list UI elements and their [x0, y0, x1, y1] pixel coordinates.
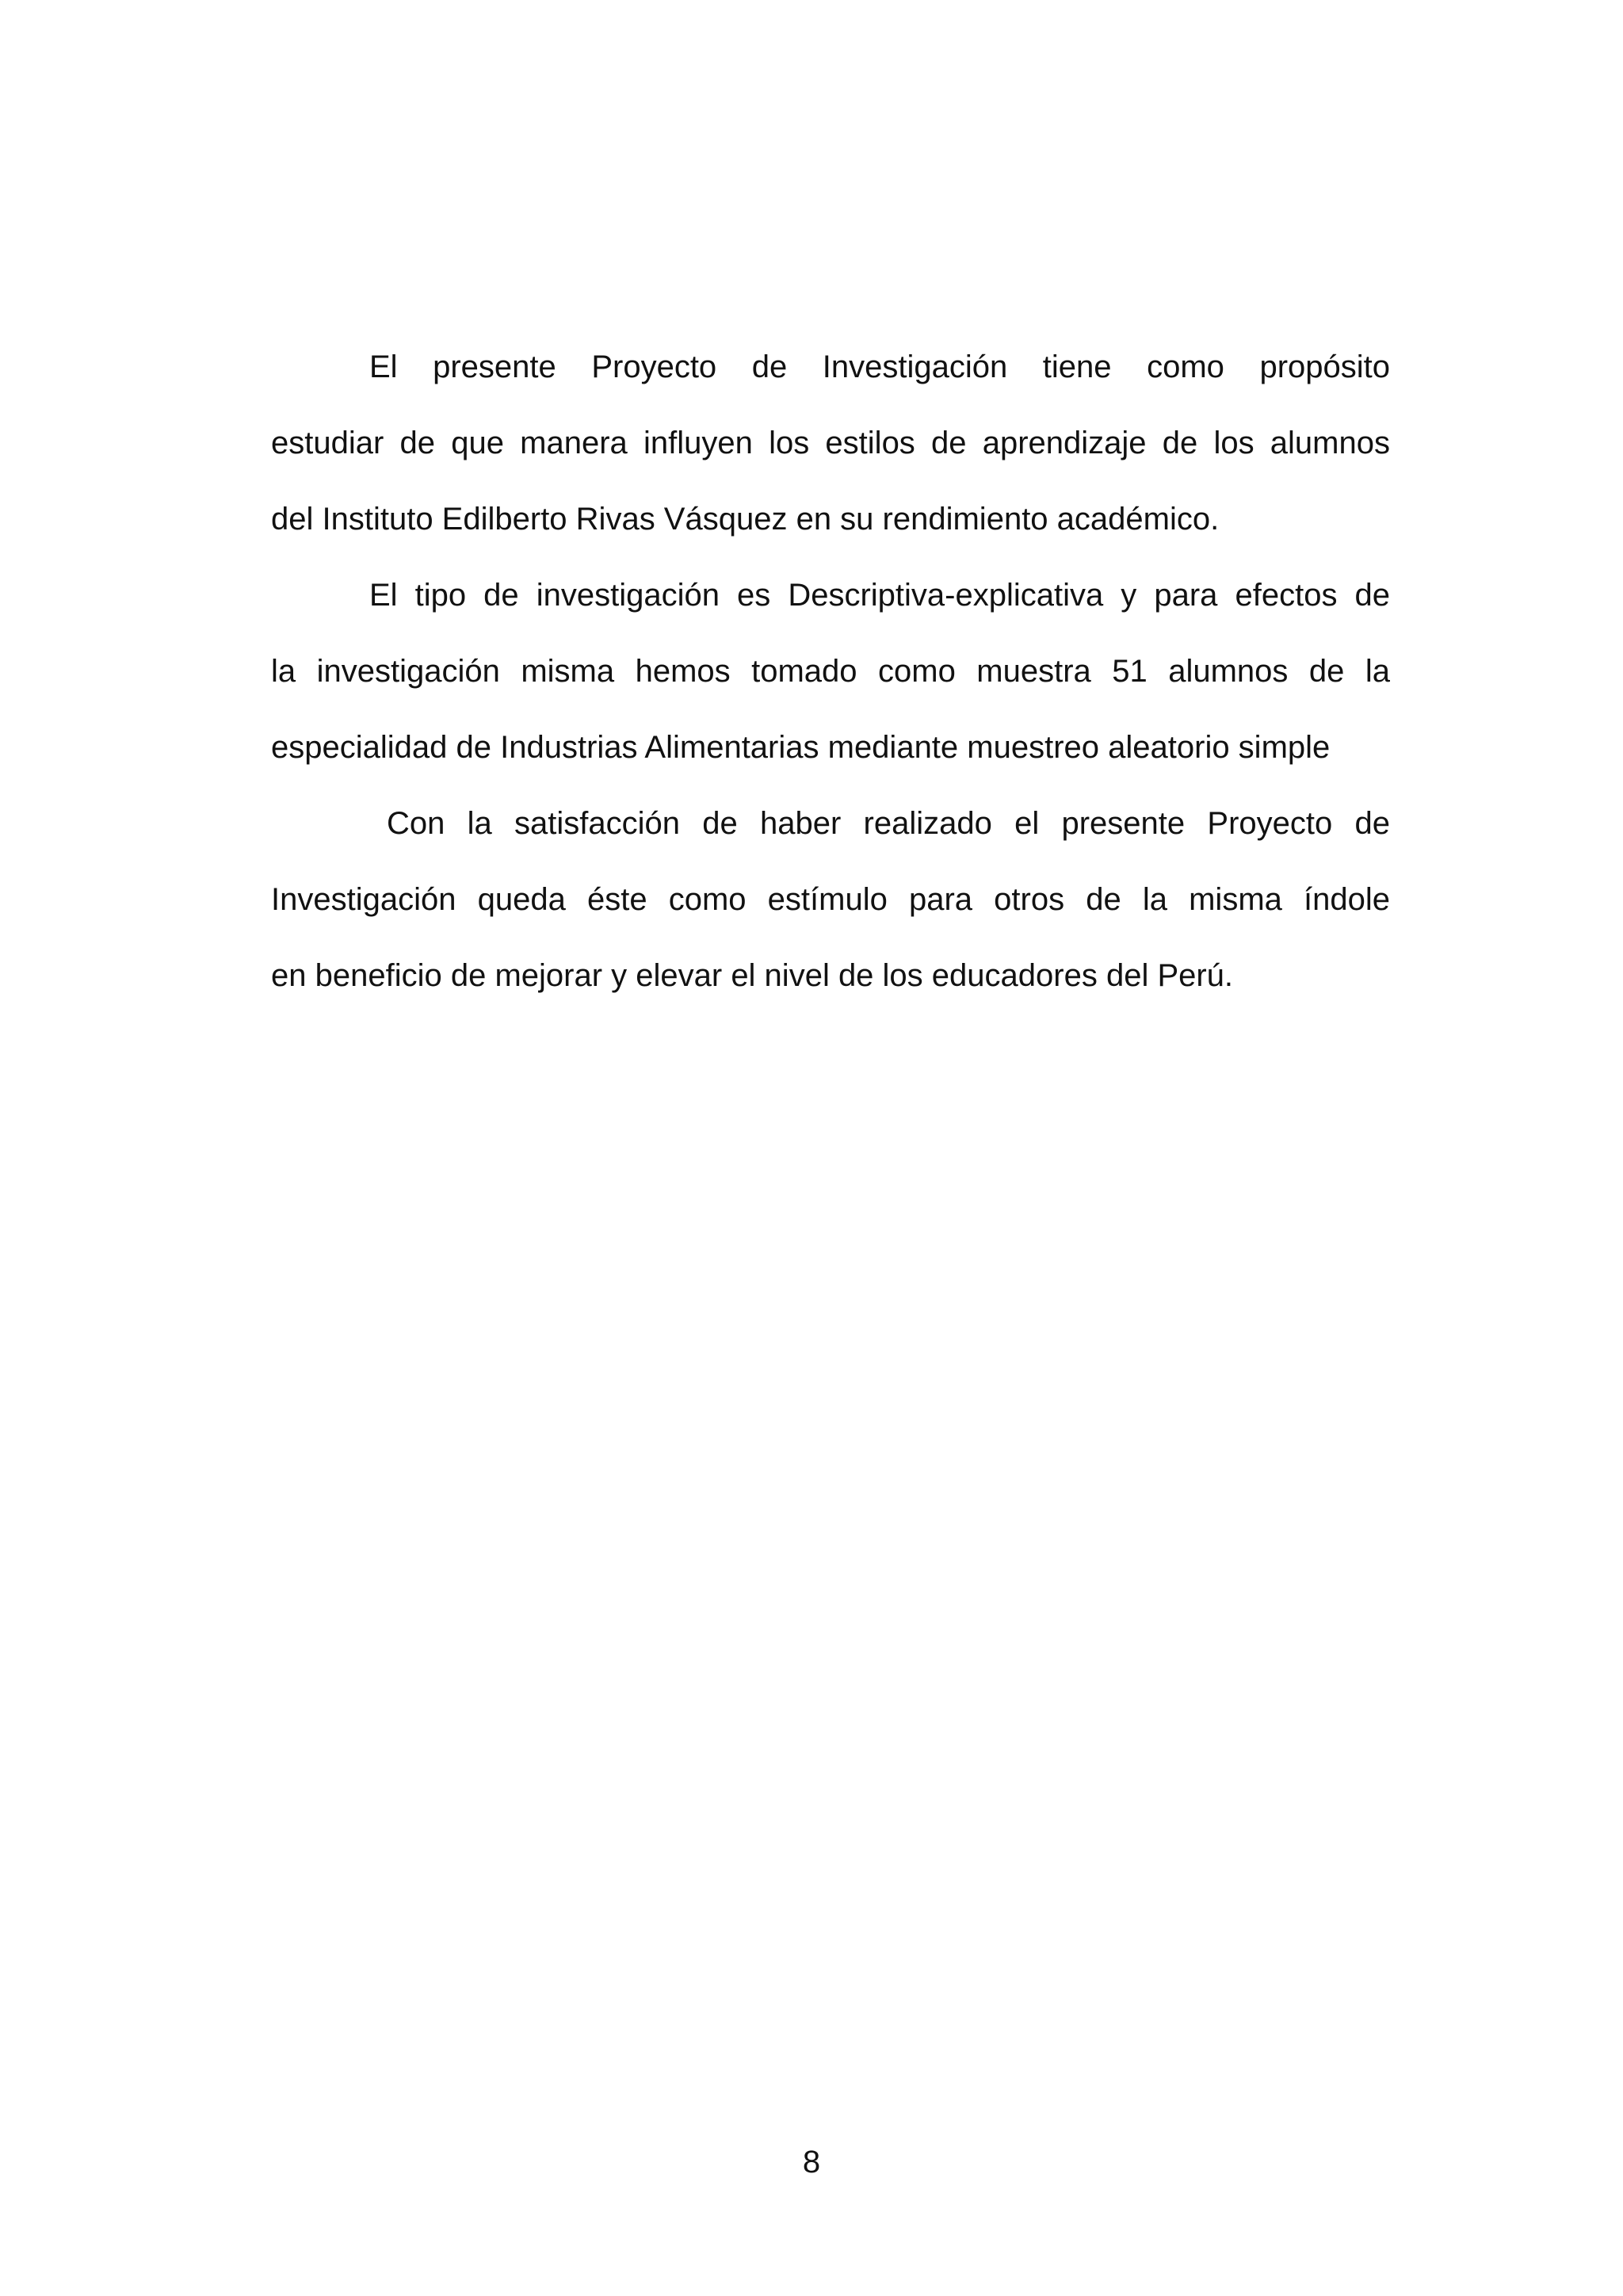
paragraph-line: en beneficio de mejorar y elevar el nivel de los educadores del Perú.	[271, 958, 1234, 993]
paragraph-1	[271, 329, 1390, 557]
paragraph-line: Con la satisfacción de haber realizado el presente Proyecto de	[387, 806, 1390, 841]
paragraph-line: El presente Proyecto de Investigación tiene como propósito	[369, 350, 1390, 384]
page-number: 8	[802, 2145, 821, 2179]
body-text	[271, 329, 1390, 1014]
paragraph-2	[271, 557, 1390, 785]
paragraph-line: del Instituto Edilberto Rivas Vásquez en su rendimiento académico.	[271, 502, 1220, 537]
paragraph-line: El tipo de investigación es Descriptiva-explicativa y para efectos de	[369, 578, 1390, 613]
paragraph-line: Investigación queda éste como estímulo para otros de la misma índole	[271, 882, 1390, 917]
paragraph-line: estudiar de que manera influyen los estilos de aprendizaje de los alumnos	[271, 426, 1390, 460]
paragraph-line: la investigación misma hemos tomado como muestra 51 alumnos de la	[271, 654, 1390, 689]
paragraph-3	[271, 785, 1390, 1014]
paragraph-line: especialidad de Industrias Alimentarias mediante muestreo aleatorio simple	[271, 730, 1331, 765]
